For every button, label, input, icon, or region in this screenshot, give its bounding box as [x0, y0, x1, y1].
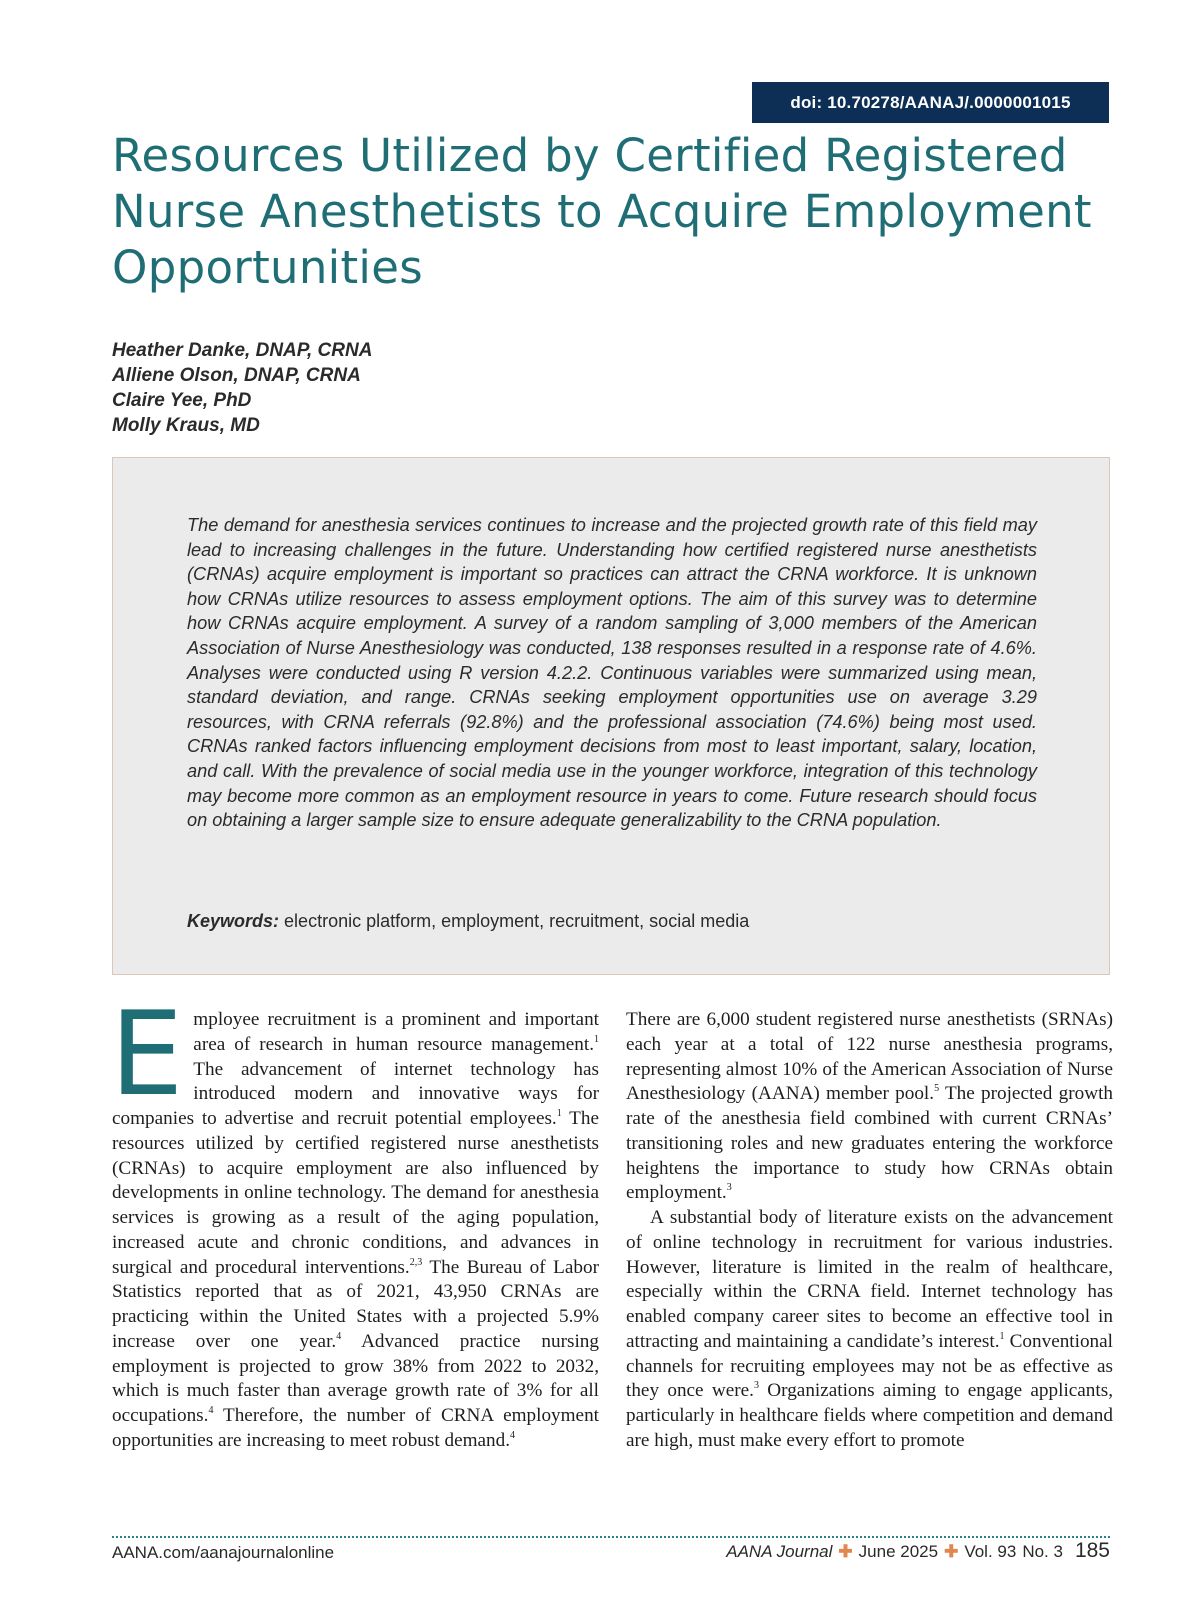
citation: 3 — [726, 1182, 732, 1194]
citation: 5 — [934, 1083, 940, 1095]
body-paragraph — [626, 1206, 1113, 1454]
body-text: The Bureau of Labor Statistics reported that as of 2021, 43,950 CRNAs are practicing within the United States with a projected 5.9% increase over one year. — [112, 1256, 599, 1352]
author-name: Heather Danke, DNAP, CRNA — [112, 340, 373, 361]
abstract-box — [112, 457, 1110, 975]
citation: 2,3 — [409, 1256, 423, 1268]
plus-separator-icon: ✚ — [838, 1542, 853, 1561]
drop-cap: E — [110, 987, 184, 1122]
body-column-left — [110, 987, 599, 1454]
page-number: 185 — [1074, 1539, 1110, 1562]
body-paragraph — [626, 1008, 1113, 1206]
article-title: Resources Utilized by Certified Registered Nurse Anesthetists to Acquire Employment Opportunities — [112, 129, 1092, 294]
author-name: Alliene Olson, DNAP, CRNA — [112, 365, 361, 386]
keywords-list: electronic platform, employment, recruitment, social media — [284, 911, 750, 931]
citation: 4 — [510, 1429, 516, 1441]
citation: 4 — [208, 1405, 214, 1416]
footer-divider — [112, 1536, 1110, 1538]
author-name: Claire Yee, PhD — [112, 390, 252, 411]
author-list — [112, 338, 372, 438]
citation: 1 — [556, 1108, 562, 1119]
body-text: Conventional channels for recruiting employees may not be as effective as they once were. — [626, 1330, 1114, 1402]
body-paragraph — [110, 987, 599, 1454]
body-text: Advanced practice nursing employment is projected to grow 38% from 2022 to 2032, which is much faster than average growth rate of 3% for all occupations. — [112, 1330, 599, 1426]
body-text: mployee recruitment is a prominent and important area of research in human resource management. — [193, 1009, 599, 1055]
citation: 3 — [753, 1380, 759, 1392]
keywords — [187, 909, 1047, 933]
footer-journal: AANA Journal — [726, 1542, 833, 1561]
footer-date: June 2025 — [858, 1542, 939, 1561]
body-text: There are 6,000 student registered nurse anesthetists (SRNAs) each year at a total of 122 nurse anesthesia programs, representing almost 10% of the American Association of Nurse Anesthesiology (AANA) member pool. — [626, 1009, 1113, 1105]
citation: 4 — [336, 1330, 342, 1342]
abstract-text: The demand for anesthesia services continues to increase and the projected growth rate of this field may lead to increasing challenges in the future. Understanding how certified registered nurse anesthetists (CRNAs) acquire employment is important so practices can attract the CRNA workforce. It is unknown how CRNAs utilize resources to assess employment options. The aim of this survey was to determine how CRNAs acquire employment. A survey of a random sampling of 3,000 members of the American Association of Nurse Anesthesiology was conducted, 138 responses resulted in a response rate of 4.6%. Analyses were conducted using R version 4.2.2. Continuous variables were summarized using mean, standard deviation, and range. CRNAs seeking employment opportunities use on average 3.29 resources, with CRNA referrals (92.8%) and the professional association (74.6%) being most used. CRNAs ranked factors influencing employment decisions from most to least important, salary, location, and call. With the prevalence of social media use in the younger workforce, integration of this technology may become more common as an employment resource in years to come. Future research should focus on obtaining a larger sample size to ensure adequate generalizability to the CRNA population. — [187, 515, 1037, 831]
author-name: Molly Kraus, MD — [112, 415, 260, 436]
doi-badge: doi: 10.70278/AANAJ/.0000001015 — [752, 82, 1109, 123]
citation: 1 — [594, 1033, 599, 1045]
plus-separator-icon: ✚ — [944, 1542, 959, 1561]
keywords-label: Keywords: — [187, 911, 280, 931]
body-text: The projected growth rate of the anesthesia field combined with current CRNAs’ transitioning roles and new graduates entering the workforce heightens the importance to study how CRNAs obtain employment. — [626, 1083, 1113, 1204]
body-column-right — [626, 1008, 1113, 1454]
footer-volume: Vol. 93 — [964, 1542, 1017, 1561]
body-text: Therefore, the number of CRNA employment opportunities are increasing to meet robust demand. — [112, 1405, 599, 1451]
citation: 1 — [999, 1330, 1005, 1342]
footer-website[interactable]: AANA.com/aanajournalonline — [112, 1543, 335, 1562]
footer-citation — [726, 1539, 1110, 1563]
body-text: The advancement of internet technology has introduced modern and innovative ways for companies to advertise and recruit potential employees. — [112, 1058, 599, 1129]
body-text: Organizations aiming to engage applicants, particularly in healthcare fields where competition and demand are high, must make every effort to promote — [626, 1380, 1113, 1451]
body-text: The resources utilized by certified registered nurse anesthetists (CRNAs) to acquire employment are also influenced by developments in online technology. The demand for anesthesia services is growing as a result of the aging population, increased acute and chronic conditions, and advances in surgical and procedural interventions. — [112, 1108, 599, 1278]
footer-issue: No. 3 — [1022, 1542, 1063, 1561]
body-text: A substantial body of literature exists on the advancement of online technology in recruitment for various industries. However, literature is limited in the realm of healthcare, especially within the CRNA field. Internet technology has enabled company career sites to become an effective tool in attracting and maintaining a candidate’s interest. — [626, 1207, 1113, 1352]
